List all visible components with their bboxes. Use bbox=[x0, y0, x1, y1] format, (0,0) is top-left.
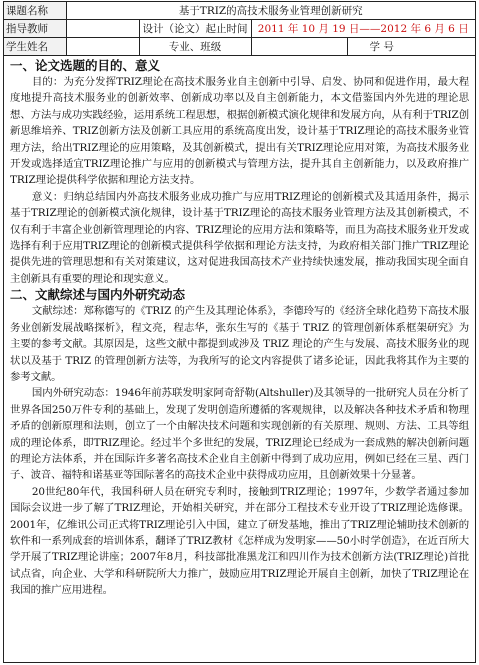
period-label: 设计（论文）起止时间 bbox=[139, 20, 251, 38]
student-label: 学生姓名 bbox=[4, 38, 66, 56]
section-1-significance: 意义：归纳总结国内外高技术服务业成功推广与应用TRIZ理论的创新模式及其适用条件，揭示基于TRIZ理论的创新模式演化规律，设计基于TRIZ理论的高技术服务业管理方法及其创新模式，不仅有利于丰富企业创新管理理论的内容、TRIZ理论的应用方法和策略等，而且为高技术服务业开发或选择有利于应用TRIZ理论的创新模式提供科学依据和理论方法支持，为政府相关部门推广TRIZ理论提供先进的管理思想和有关对策建议，这对促进我国高技术产业持续快速发展，推动我国实现全面自主创新具有重要的理论和现实意义。 bbox=[10, 190, 469, 285]
section-2-literature-review: 文献综述：郑称德写的《TRIZ 的产生及其理论体系》，李德玲写的《经济全球化趋势下高技术服务业创新发展战略探析》，程文亮，程志华，张东生写的《基于 TRIZ 的管理创新体系框架研究》为主要的参考文献。其原因是，这些文献中都提到或涉及 TRIZ 理论的产生与发展、高技术服务业的现状以及基于 TRIZ 的管理创新方法等，为我所写的论文内容提供了诸多论证，因此我将其作为主要的参考文献。 bbox=[10, 305, 469, 383]
section-2-heading: 二、文献综述与国内外研究动态 bbox=[10, 287, 186, 303]
period-value: 2011 年 10 月 19 日——2012 年 6 月 6 日 bbox=[251, 20, 475, 38]
section-1-heading: 一、论文选题的目的、意义 bbox=[10, 58, 161, 73]
section-1-purpose: 目的：为充分发挥TRIZ理论在高技术服务业自主创新中引导、启发、协同和促进作用，最大程度地提升高技术服务业的创新效率、创新成功率以及自主创新能力，本文借鉴国内外先进的理论思想、方法与成功实践经验，运用系统工程思想，根据创新模式演化规律和发展方向，从有利于TRIZ创新思维培养、TRIZ创新方法及创新工具应用的系统高度出发，设计基于TRIZ理论的高技术服务业管理方法，给出TRIZ理论的应用策略，及其创新模式，提出有关TRIZ理论应用对策，为高技术服务业开发或选择适宜TRIZ理论推广与应用的创新模式与管理方法，提升其自主创新能力，以及政府推广TRIZ理论提供科学依据和理论方法支持。 bbox=[10, 76, 469, 187]
student-id-label: 学 号 bbox=[347, 38, 475, 56]
topic-label: 课题名称 bbox=[4, 2, 66, 20]
student-value bbox=[66, 38, 139, 56]
topic-value: 基于TRIZ的高技术服务业管理创新研究 bbox=[66, 2, 475, 20]
section-2-research-trends: 国内外研究动态：1946年前苏联发明家阿奇舒勒(Altshuller)及其领导的一批研究人员在分析了世界各国250万件专利的基础上，发现了发明创造所遵循的客观规律，以及解决各种技术矛盾和物理矛盾的创新原理和法则，创立了一个由解决技术问题和实现创新的有关原理、规则、方法、工具等组成的理论体系，即TRIZ理论。经过半个多世纪的发展，TRIZ理论已经成为一套成熟的解决创新问题的理论方法体系，并在国际许多著名高技术企业自主创新中得到了成功应用，例如已经在三星、西门子、波音、福特和诺基亚等国际著名的高技术企业中获得成功应用，且创新效果十分显著。 bbox=[10, 387, 469, 482]
section-2-china-history: 20世纪80年代，我国科研人员在研究专利时，接触到TRIZ理论；1997年，少数学者通过参加国际会议进一步了解了TRIZ理论，开始相关研究，并在部分工程技术专业开设了TRIZ理论选修课。2001年，亿维讯公司正式将TRIZ理论引入中国，建立了研发基地，推出了TRIZ理论辅助技术创新的软件和一系列成套的培训体系，翻译了TRIZ教材《怎样成为发明家——50小时学创造》，在近百所大学开展了TRIZ理论讲座；2007年8月，科技部批准黑龙江和四川作为技术创新方法(TRIZ理论)首批试点省，向企业、大学和科研院所大力推广，鼓励应用TRIZ理论开展自主创新，加快了TRIZ理论在我国的推广应用进程。 bbox=[10, 485, 469, 597]
content-area bbox=[4, 55, 475, 662]
teacher-value bbox=[66, 20, 139, 38]
major-label: 专业、班级 bbox=[139, 38, 251, 56]
teacher-label: 指导教师 bbox=[4, 20, 66, 38]
task-form bbox=[3, 1, 476, 663]
major-value bbox=[251, 38, 347, 56]
header-table bbox=[4, 2, 475, 56]
